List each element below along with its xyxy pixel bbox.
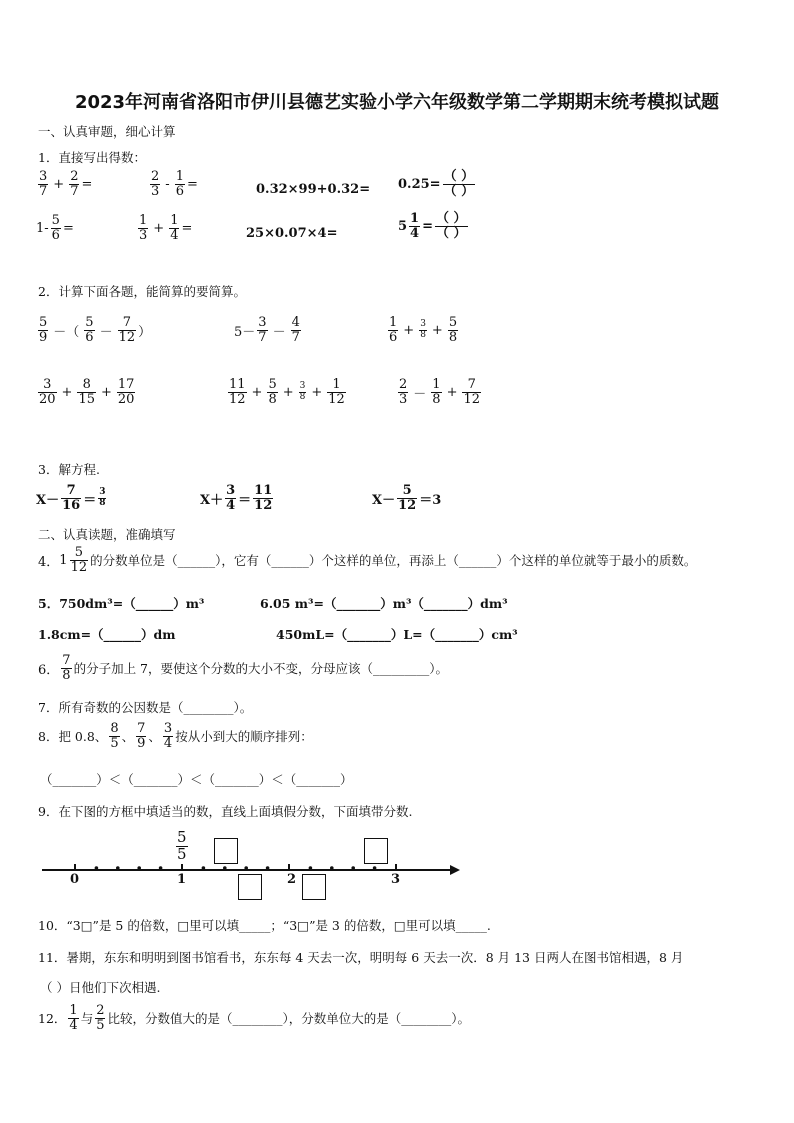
improper-fraction-label: $\frac{5}{5}$ (177, 828, 187, 863)
number-line-tick (202, 866, 206, 870)
page-title: 2023年河南省洛阳市伊川县德艺实验小学六年级数学第二学期期末统考模拟试题 (74, 92, 720, 113)
number-line-tick (373, 866, 377, 870)
question-11-line-2: （ ）日他们下次相遇. (40, 980, 161, 995)
question-9: 9．在下图的方框中填适当的数，直线上面填假分数，下面填带分数. (38, 804, 413, 819)
question-2-label: 2．计算下面各题，能简算的要简算。 (38, 284, 246, 299)
section-2-heading: 二、认真读题，准确填写 (38, 527, 176, 542)
number-line-tick (266, 866, 270, 870)
q2-item-e: $\frac{11}{12}$ + $\frac{5}{8}$ + $\frac{3}{8}$ + $\frac{1}{12}$ (229, 377, 345, 407)
number-line-tick (244, 866, 248, 870)
question-3-label: 3．解方程. (38, 462, 100, 477)
q1-item-b: $\frac{2}{3}$ - $\frac{1}{6}$ = (151, 169, 198, 199)
question-10: 10．“3□”是 5 的倍数，□里可以填_____；“3□”是 3 的倍数，□里可以填_____. (38, 918, 491, 933)
number-line-tick (351, 866, 355, 870)
answer-box-above-2[interactable] (364, 838, 388, 864)
q3-equation-b: X＋ $\frac{3}{4}$ ＝ $\frac{11}{12}$ (200, 483, 273, 513)
q1-item-f: $\frac{1}{3}$ + $\frac{1}{4}$ = (139, 213, 193, 243)
answer-box-above-1[interactable] (214, 838, 238, 864)
question-8: 8．把 0.8、 $\frac{8}{5}$ 、 $\frac{7}{9}$ 、 $\frac{3}{4}$ 按从小到大的顺序排列： (38, 721, 313, 751)
q1-item-c: 0.32×99+0.32= (256, 182, 371, 197)
q2-item-d: $\frac{3}{20}$ + $\frac{8}{15}$ + $\frac{17}{20}$ (39, 377, 135, 407)
q2-item-f: $\frac{2}{3}$ － $\frac{1}{8}$ + $\frac{7}{12}$ (399, 377, 481, 407)
number-line-tick (116, 866, 120, 870)
number-line-tick (309, 866, 313, 870)
q1-item-d: 0.25= $\frac{( )}{( )}$ (398, 169, 475, 199)
tick-label-1: 1 (177, 872, 187, 887)
q1-item-a: $\frac{3}{7}$ + $\frac{2}{7}$ = (39, 169, 93, 199)
question-5a: 5．750dm³=（______）m³ (38, 596, 205, 611)
q3-equation-a: X－ $\frac{7}{16}$ ＝ $\frac{3}{8}$ (36, 483, 106, 513)
q1-item-e: 1- $\frac{5}{6}$ = (36, 213, 74, 243)
tick-label-3: 3 (391, 872, 401, 887)
arrow-icon (450, 865, 460, 875)
question-5c: 1.8cm=（______）dm (38, 627, 176, 642)
tick-label-0: 0 (70, 872, 80, 887)
answer-box-below-1[interactable] (238, 874, 262, 900)
tick-label-2: 2 (287, 872, 297, 887)
number-line-tick (223, 866, 227, 870)
question-6: 6． $\frac{7}{8}$ 的分子加上 7，要使这个分数的大小不变，分母应该（_________）。 (38, 653, 448, 683)
question-4: 4． 1 $\frac{5}{12}$ 的分数单位是（______），它有（______）个这样的单位，再添上（______）个这样的单位就等于最小的质数。 (38, 545, 697, 575)
q2-item-a: $\frac{5}{9}$ －（ $\frac{5}{6}$ － $\frac{7}{12}$ ） (39, 315, 152, 345)
question-8-blanks: （_______）＜（_______）＜（_______）＜（_______） (40, 772, 353, 787)
q2-item-c: $\frac{1}{6}$ + $\frac{3}{8}$ + $\frac{5}{8}$ (389, 315, 458, 345)
question-1-label: 1．直接写出得数： (38, 150, 146, 165)
number-line-tick (95, 866, 99, 870)
question-5d: 450mL=（_______）L=（_______）cm³ (276, 627, 518, 642)
question-12: 12． $\frac{1}{4}$ 与 $\frac{2}{5}$ 比较，分数值大的是（________），分数单位大的是（________）。 (38, 1003, 470, 1033)
number-line-tick (330, 866, 334, 870)
section-1-heading: 一、认真审题，细心计算 (38, 124, 176, 139)
number-line (0, 830, 794, 890)
answer-box-below-2[interactable] (302, 874, 326, 900)
number-line-tick (159, 866, 163, 870)
question-7: 7．所有奇数的公因数是（________）。 (38, 700, 253, 715)
number-line-tick (137, 866, 141, 870)
q1-item-g: 25×0.07×4= (246, 226, 338, 241)
question-5b: 6.05 m³=（_______）m³（_______）dm³ (260, 596, 508, 611)
q2-item-b: 5－ $\frac{3}{7}$ － $\frac{4}{7}$ (234, 315, 300, 345)
q1-item-h: 5 $\frac{1}{4}$ = $\frac{( )}{( )}$ (398, 211, 467, 241)
q3-equation-c: X－ $\frac{5}{12}$ ＝3 (372, 483, 442, 513)
question-11-line-1: 11．暑期，东东和明明到图书馆看书，东东每 4 天去一次，明明每 6 天去一次．8 月 13 日两人在图书馆相遇，8 月 (38, 950, 684, 965)
